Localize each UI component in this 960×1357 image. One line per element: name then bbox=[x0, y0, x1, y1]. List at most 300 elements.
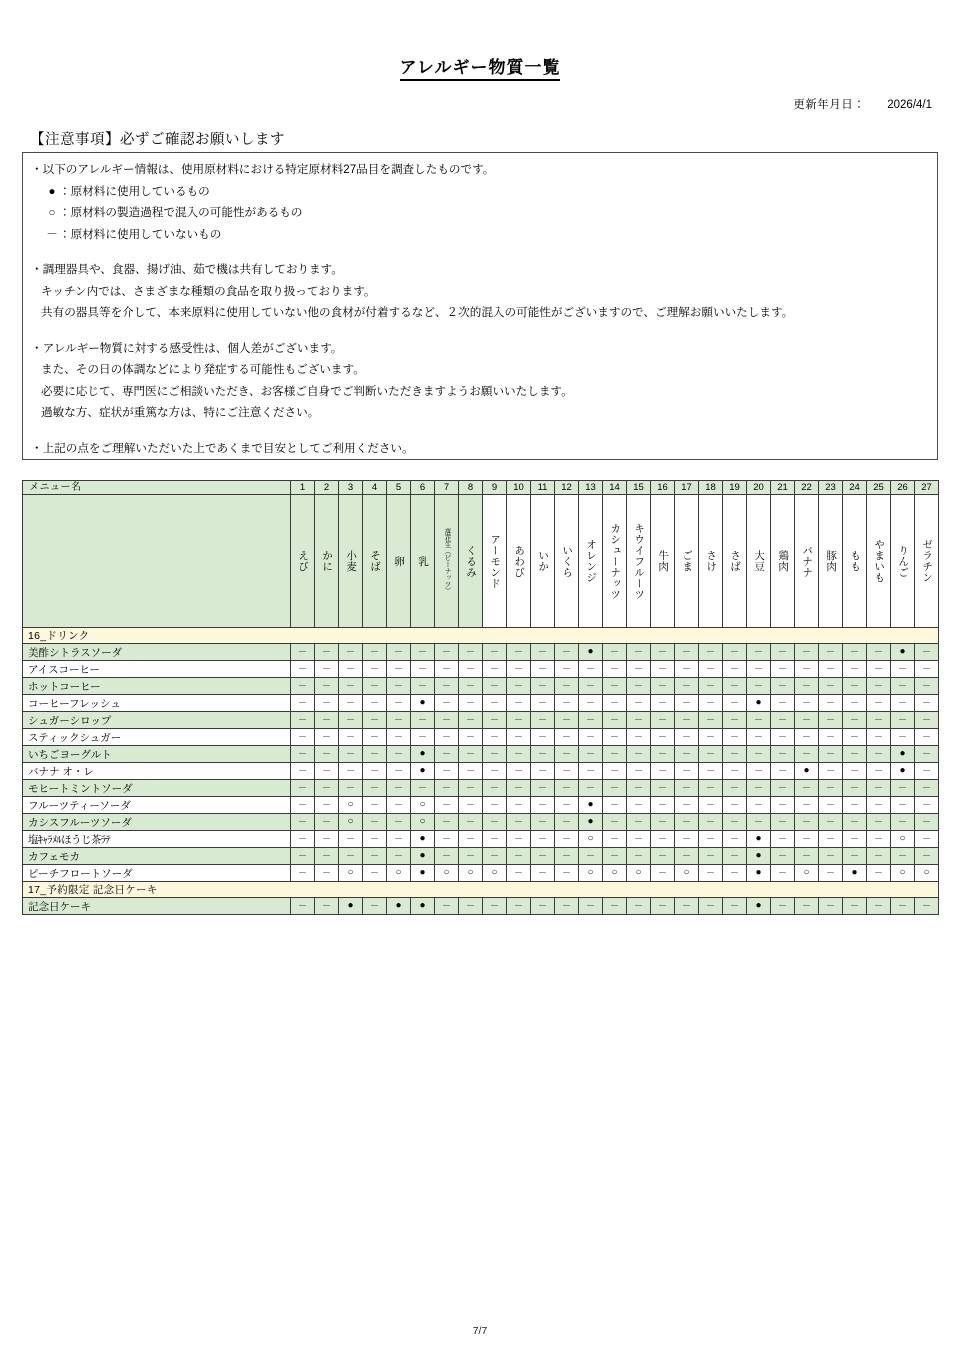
absent-mark: － bbox=[393, 834, 403, 844]
may-contain-mark: ○ bbox=[395, 867, 402, 878]
absent-mark: － bbox=[561, 732, 571, 742]
allergen-cell-11 bbox=[531, 814, 555, 831]
allergen-cell-12 bbox=[555, 797, 579, 814]
allergen-cell-18 bbox=[699, 678, 723, 695]
page-footer: 7/7 bbox=[472, 1325, 488, 1337]
allergen-cell-4 bbox=[363, 865, 387, 882]
absent-mark: － bbox=[801, 647, 811, 657]
absent-mark: － bbox=[729, 766, 739, 776]
allergen-cell-21 bbox=[771, 797, 795, 814]
allergen-cell-14 bbox=[603, 729, 627, 746]
allergen-cell-9 bbox=[483, 898, 507, 915]
allergen-cell-21 bbox=[771, 695, 795, 712]
absent-mark: － bbox=[921, 901, 931, 911]
absent-mark: － bbox=[345, 681, 355, 691]
allergen-cell-14 bbox=[603, 797, 627, 814]
allergen-label: ごま bbox=[681, 550, 694, 572]
allergen-cell-1 bbox=[291, 695, 315, 712]
absent-mark: － bbox=[705, 817, 715, 827]
allergen-label: オレンジ bbox=[585, 539, 598, 583]
absent-mark: － bbox=[921, 732, 931, 742]
allergen-cell-13 bbox=[579, 661, 603, 678]
allergen-label: キウイフルーツ bbox=[633, 522, 646, 600]
allergen-index-4: 4 bbox=[363, 481, 387, 495]
allergen-cell-1 bbox=[291, 865, 315, 882]
allergen-cell-12 bbox=[555, 814, 579, 831]
absent-mark: － bbox=[897, 817, 907, 827]
absent-mark: － bbox=[657, 664, 667, 674]
allergen-cell-26 bbox=[891, 814, 915, 831]
allergen-cell-11 bbox=[531, 729, 555, 746]
absent-mark: － bbox=[657, 749, 667, 759]
allergen-cell-19 bbox=[723, 644, 747, 661]
contains-mark: ● bbox=[899, 646, 906, 657]
absent-mark: － bbox=[513, 851, 523, 861]
allergen-cell-6 bbox=[411, 644, 435, 661]
absent-mark: － bbox=[633, 766, 643, 776]
absent-mark: － bbox=[777, 732, 787, 742]
absent-mark: － bbox=[849, 800, 859, 810]
absent-mark: － bbox=[345, 766, 355, 776]
menu-item-name: ピーチフロートソーダ bbox=[23, 865, 291, 882]
allergen-cell-17 bbox=[675, 661, 699, 678]
allergen-header-16 bbox=[651, 495, 675, 628]
absent-mark: － bbox=[537, 664, 547, 674]
absent-mark: － bbox=[705, 732, 715, 742]
absent-mark: － bbox=[849, 834, 859, 844]
allergen-cell-10 bbox=[507, 712, 531, 729]
allergen-cell-8 bbox=[459, 746, 483, 763]
absent-mark: － bbox=[825, 749, 835, 759]
absent-mark: － bbox=[777, 783, 787, 793]
absent-mark: － bbox=[681, 766, 691, 776]
allergen-cell-19 bbox=[723, 712, 747, 729]
absent-mark: － bbox=[441, 800, 451, 810]
allergen-index-9: 9 bbox=[483, 481, 507, 495]
absent-mark: － bbox=[441, 766, 451, 776]
allergen-header-14 bbox=[603, 495, 627, 628]
allergen-cell-19 bbox=[723, 898, 747, 915]
allergen-cell-24 bbox=[843, 831, 867, 848]
absent-mark: － bbox=[561, 901, 571, 911]
allergen-cell-3 bbox=[339, 831, 363, 848]
allergen-cell-12 bbox=[555, 848, 579, 865]
absent-mark: － bbox=[609, 681, 619, 691]
absent-mark: － bbox=[681, 664, 691, 674]
allergen-cell-20 bbox=[747, 661, 771, 678]
allergen-header-25 bbox=[867, 495, 891, 628]
allergen-cell-7 bbox=[435, 848, 459, 865]
allergen-cell-18 bbox=[699, 661, 723, 678]
absent-mark: － bbox=[393, 749, 403, 759]
absent-mark: － bbox=[801, 817, 811, 827]
allergen-cell-1 bbox=[291, 831, 315, 848]
table-row bbox=[23, 848, 939, 865]
allergen-label: そば bbox=[369, 550, 382, 572]
absent-mark: － bbox=[489, 664, 499, 674]
allergen-cell-23 bbox=[819, 865, 843, 882]
absent-mark: － bbox=[513, 800, 523, 810]
allergen-cell-8 bbox=[459, 712, 483, 729]
allergen-cell-19 bbox=[723, 678, 747, 695]
allergen-cell-20 bbox=[747, 729, 771, 746]
notice-line-sensitivity: ・アレルギー物質に対する感受性は、個人差がございます。 bbox=[31, 341, 343, 355]
allergen-cell-7 bbox=[435, 678, 459, 695]
legend-item-dash bbox=[31, 224, 927, 246]
allergen-cell-21 bbox=[771, 780, 795, 797]
absent-mark: － bbox=[801, 851, 811, 861]
absent-mark: － bbox=[825, 681, 835, 691]
absent-mark: － bbox=[777, 901, 787, 911]
allergen-cell-8 bbox=[459, 644, 483, 661]
absent-mark: － bbox=[633, 901, 643, 911]
allergen-cell-18 bbox=[699, 746, 723, 763]
table-row bbox=[23, 814, 939, 831]
absent-mark: － bbox=[705, 766, 715, 776]
absent-mark: － bbox=[297, 749, 307, 759]
allergen-cell-17 bbox=[675, 695, 699, 712]
allergen-cell-25 bbox=[867, 780, 891, 797]
allergen-cell-15 bbox=[627, 831, 651, 848]
allergen-cell-12 bbox=[555, 661, 579, 678]
table-row bbox=[23, 831, 939, 848]
absent-mark: － bbox=[609, 817, 619, 827]
absent-mark: － bbox=[825, 783, 835, 793]
allergen-cell-11 bbox=[531, 848, 555, 865]
allergen-cell-3 bbox=[339, 746, 363, 763]
absent-mark: － bbox=[465, 783, 475, 793]
allergen-cell-20 bbox=[747, 678, 771, 695]
absent-mark: － bbox=[681, 715, 691, 725]
absent-mark: － bbox=[561, 715, 571, 725]
absent-mark: － bbox=[369, 800, 379, 810]
allergen-label: りんご bbox=[897, 544, 910, 578]
allergen-cell-16 bbox=[651, 746, 675, 763]
absent-mark: － bbox=[681, 800, 691, 810]
absent-mark: － bbox=[513, 817, 523, 827]
table-row bbox=[23, 797, 939, 814]
allergen-cell-5 bbox=[387, 763, 411, 780]
allergen-index-17: 17 bbox=[675, 481, 699, 495]
absent-mark: － bbox=[633, 749, 643, 759]
allergen-index-12: 12 bbox=[555, 481, 579, 495]
allergen-cell-21 bbox=[771, 763, 795, 780]
absent-mark: － bbox=[657, 732, 667, 742]
absent-mark: － bbox=[825, 834, 835, 844]
may-contain-mark: ○ bbox=[587, 867, 594, 878]
absent-mark: － bbox=[729, 698, 739, 708]
allergen-cell-16 bbox=[651, 831, 675, 848]
absent-mark: － bbox=[297, 834, 307, 844]
absent-mark: － bbox=[873, 681, 883, 691]
allergen-cell-26 bbox=[891, 848, 915, 865]
absent-mark: － bbox=[681, 749, 691, 759]
absent-mark: － bbox=[657, 766, 667, 776]
absent-mark: － bbox=[633, 664, 643, 674]
allergen-cell-5 bbox=[387, 814, 411, 831]
absent-mark: － bbox=[441, 664, 451, 674]
absent-mark: － bbox=[321, 715, 331, 725]
absent-mark: － bbox=[537, 681, 547, 691]
absent-mark: － bbox=[657, 800, 667, 810]
menu-item-name: フルーツティーソーダ bbox=[23, 797, 291, 814]
absent-mark: － bbox=[489, 766, 499, 776]
allergen-header-8 bbox=[459, 495, 483, 628]
absent-mark: － bbox=[657, 681, 667, 691]
legend-item-filled bbox=[31, 181, 927, 203]
allergen-cell-13 bbox=[579, 644, 603, 661]
absent-mark: － bbox=[897, 800, 907, 810]
allergen-cell-15 bbox=[627, 865, 651, 882]
absent-mark: － bbox=[777, 868, 787, 878]
allergen-cell-4 bbox=[363, 644, 387, 661]
allergen-cell-19 bbox=[723, 746, 747, 763]
allergen-cell-6 bbox=[411, 848, 435, 865]
allergen-cell-27 bbox=[915, 865, 939, 882]
allergen-cell-23 bbox=[819, 898, 843, 915]
absent-mark: － bbox=[585, 681, 595, 691]
allergen-cell-11 bbox=[531, 780, 555, 797]
allergen-cell-2 bbox=[315, 814, 339, 831]
absent-mark: － bbox=[345, 715, 355, 725]
absent-mark: － bbox=[873, 817, 883, 827]
notice-line-consult: 必要に応じて、専門医にご相談いただき、お客様ご自身でご判断いただきますようお願いいたします。 bbox=[41, 384, 573, 398]
allergen-index-27: 27 bbox=[915, 481, 939, 495]
absent-mark: － bbox=[801, 901, 811, 911]
absent-mark: － bbox=[393, 698, 403, 708]
absent-mark: － bbox=[345, 698, 355, 708]
absent-mark: － bbox=[897, 783, 907, 793]
absent-mark: － bbox=[705, 715, 715, 725]
allergen-cell-11 bbox=[531, 831, 555, 848]
allergen-label: やまいも bbox=[873, 539, 886, 583]
absent-mark: － bbox=[345, 851, 355, 861]
absent-mark: － bbox=[513, 868, 523, 878]
allergen-cell-13 bbox=[579, 797, 603, 814]
allergen-cell-6 bbox=[411, 729, 435, 746]
allergen-cell-27 bbox=[915, 898, 939, 915]
allergen-cell-19 bbox=[723, 865, 747, 882]
may-contain-mark: ○ bbox=[491, 867, 498, 878]
allergen-cell-7 bbox=[435, 661, 459, 678]
absent-mark: － bbox=[825, 664, 835, 674]
allergen-cell-1 bbox=[291, 661, 315, 678]
absent-mark: － bbox=[321, 664, 331, 674]
absent-mark: － bbox=[849, 851, 859, 861]
absent-mark: － bbox=[873, 834, 883, 844]
allergen-cell-10 bbox=[507, 814, 531, 831]
allergen-cell-3 bbox=[339, 678, 363, 695]
allergen-cell-16 bbox=[651, 661, 675, 678]
allergen-cell-17 bbox=[675, 898, 699, 915]
absent-mark: － bbox=[729, 681, 739, 691]
absent-mark: － bbox=[417, 647, 427, 657]
allergen-cell-15 bbox=[627, 678, 651, 695]
allergen-label: くるみ bbox=[465, 544, 478, 578]
allergen-label: いくら bbox=[561, 544, 574, 578]
allergen-index-25: 25 bbox=[867, 481, 891, 495]
absent-mark: － bbox=[753, 732, 763, 742]
notice-heading: 【注意事項】必ずご確認お願いします bbox=[30, 132, 285, 148]
allergen-cell-4 bbox=[363, 763, 387, 780]
absent-mark: － bbox=[297, 715, 307, 725]
absent-mark: － bbox=[705, 800, 715, 810]
allergen-cell-13 bbox=[579, 678, 603, 695]
absent-mark: － bbox=[369, 817, 379, 827]
allergen-cell-8 bbox=[459, 848, 483, 865]
allergen-cell-9 bbox=[483, 814, 507, 831]
absent-mark: － bbox=[441, 851, 451, 861]
absent-mark: － bbox=[897, 732, 907, 742]
absent-mark: － bbox=[609, 834, 619, 844]
allergen-header-27 bbox=[915, 495, 939, 628]
allergen-cell-27 bbox=[915, 780, 939, 797]
absent-mark: － bbox=[825, 698, 835, 708]
absent-mark: － bbox=[681, 901, 691, 911]
allergen-cell-13 bbox=[579, 831, 603, 848]
allergen-cell-9 bbox=[483, 848, 507, 865]
absent-mark: － bbox=[465, 647, 475, 657]
contains-mark: ● bbox=[755, 833, 762, 844]
allergen-cell-11 bbox=[531, 898, 555, 915]
absent-mark: － bbox=[777, 749, 787, 759]
absent-mark: － bbox=[561, 800, 571, 810]
notice-line-severe: 過敏な方、症状が重篤な方は、特にご注意ください。 bbox=[41, 406, 320, 419]
absent-mark: － bbox=[489, 901, 499, 911]
absent-mark: － bbox=[801, 664, 811, 674]
absent-mark: － bbox=[441, 681, 451, 691]
allergen-cell-10 bbox=[507, 644, 531, 661]
allergen-cell-10 bbox=[507, 797, 531, 814]
allergen-cell-25 bbox=[867, 865, 891, 882]
absent-mark: － bbox=[321, 817, 331, 827]
allergen-cell-14 bbox=[603, 814, 627, 831]
allergen-cell-27 bbox=[915, 746, 939, 763]
allergen-cell-1 bbox=[291, 848, 315, 865]
allergen-cell-12 bbox=[555, 729, 579, 746]
allergen-cell-21 bbox=[771, 729, 795, 746]
update-date-line bbox=[793, 96, 932, 112]
allergen-cell-22 bbox=[795, 661, 819, 678]
absent-mark: － bbox=[633, 800, 643, 810]
absent-mark: － bbox=[513, 901, 523, 911]
absent-mark: － bbox=[753, 647, 763, 657]
allergen-index-23: 23 bbox=[819, 481, 843, 495]
allergen-cell-4 bbox=[363, 712, 387, 729]
allergen-cell-24 bbox=[843, 898, 867, 915]
absent-mark: － bbox=[849, 749, 859, 759]
allergen-cell-3 bbox=[339, 865, 363, 882]
allergen-cell-11 bbox=[531, 678, 555, 695]
allergen-cell-5 bbox=[387, 661, 411, 678]
allergen-cell-23 bbox=[819, 678, 843, 695]
allergen-label: 小麦 bbox=[345, 550, 358, 572]
may-contain-mark: ○ bbox=[899, 867, 906, 878]
absent-mark: － bbox=[609, 749, 619, 759]
absent-mark: － bbox=[753, 749, 763, 759]
absent-mark: － bbox=[537, 800, 547, 810]
allergen-index-6: 6 bbox=[411, 481, 435, 495]
allergen-cell-3 bbox=[339, 780, 363, 797]
absent-mark: － bbox=[489, 817, 499, 827]
allergen-cell-11 bbox=[531, 644, 555, 661]
may-contain-mark: ○ bbox=[683, 867, 690, 878]
legend-item-open bbox=[31, 202, 927, 224]
absent-mark: － bbox=[633, 698, 643, 708]
allergen-cell-8 bbox=[459, 780, 483, 797]
allergen-cell-17 bbox=[675, 865, 699, 882]
allergen-cell-12 bbox=[555, 712, 579, 729]
absent-mark: － bbox=[465, 766, 475, 776]
may-contain-mark: ○ bbox=[635, 867, 642, 878]
absent-mark: － bbox=[633, 817, 643, 827]
allergen-cell-1 bbox=[291, 746, 315, 763]
absent-mark: － bbox=[633, 715, 643, 725]
allergen-cell-7 bbox=[435, 797, 459, 814]
allergen-cell-11 bbox=[531, 712, 555, 729]
allergen-cell-27 bbox=[915, 695, 939, 712]
allergen-label: さば bbox=[729, 550, 742, 572]
allergen-cell-5 bbox=[387, 898, 411, 915]
allergen-cell-10 bbox=[507, 898, 531, 915]
allergen-index-22: 22 bbox=[795, 481, 819, 495]
absent-mark: － bbox=[537, 783, 547, 793]
absent-mark: － bbox=[801, 749, 811, 759]
allergen-cell-9 bbox=[483, 746, 507, 763]
contains-mark: ● bbox=[347, 900, 354, 911]
allergen-cell-22 bbox=[795, 695, 819, 712]
allergen-cell-3 bbox=[339, 763, 363, 780]
allergen-cell-12 bbox=[555, 898, 579, 915]
allergen-cell-9 bbox=[483, 678, 507, 695]
allergen-header-22 bbox=[795, 495, 819, 628]
allergen-cell-24 bbox=[843, 848, 867, 865]
absent-mark: － bbox=[345, 834, 355, 844]
allergen-cell-27 bbox=[915, 797, 939, 814]
allergen-cell-25 bbox=[867, 831, 891, 848]
absent-mark: － bbox=[465, 851, 475, 861]
menu-item-name: バナナ オ・レ bbox=[23, 763, 291, 780]
allergen-cell-5 bbox=[387, 712, 411, 729]
absent-mark: － bbox=[297, 766, 307, 776]
absent-mark: － bbox=[753, 664, 763, 674]
allergen-cell-20 bbox=[747, 695, 771, 712]
allergen-cell-22 bbox=[795, 644, 819, 661]
absent-mark: － bbox=[393, 783, 403, 793]
notice-box bbox=[22, 152, 938, 460]
absent-mark: － bbox=[777, 800, 787, 810]
absent-mark: － bbox=[705, 749, 715, 759]
allergen-cell-25 bbox=[867, 848, 891, 865]
allergen-cell-16 bbox=[651, 678, 675, 695]
allergen-cell-20 bbox=[747, 797, 771, 814]
table-row bbox=[23, 695, 939, 712]
table-row bbox=[23, 678, 939, 695]
allergen-cell-10 bbox=[507, 678, 531, 695]
absent-mark: － bbox=[369, 664, 379, 674]
allergen-cell-7 bbox=[435, 780, 459, 797]
allergen-cell-26 bbox=[891, 644, 915, 661]
absent-mark: － bbox=[369, 749, 379, 759]
absent-mark: － bbox=[561, 681, 571, 691]
absent-mark: － bbox=[585, 901, 595, 911]
allergen-index-row bbox=[23, 481, 939, 495]
menu-item-name: コーヒーフレッシュ bbox=[23, 695, 291, 712]
absent-mark: － bbox=[729, 732, 739, 742]
allergen-cell-11 bbox=[531, 763, 555, 780]
allergen-header-13 bbox=[579, 495, 603, 628]
may-contain-mark: ○ bbox=[347, 867, 354, 878]
